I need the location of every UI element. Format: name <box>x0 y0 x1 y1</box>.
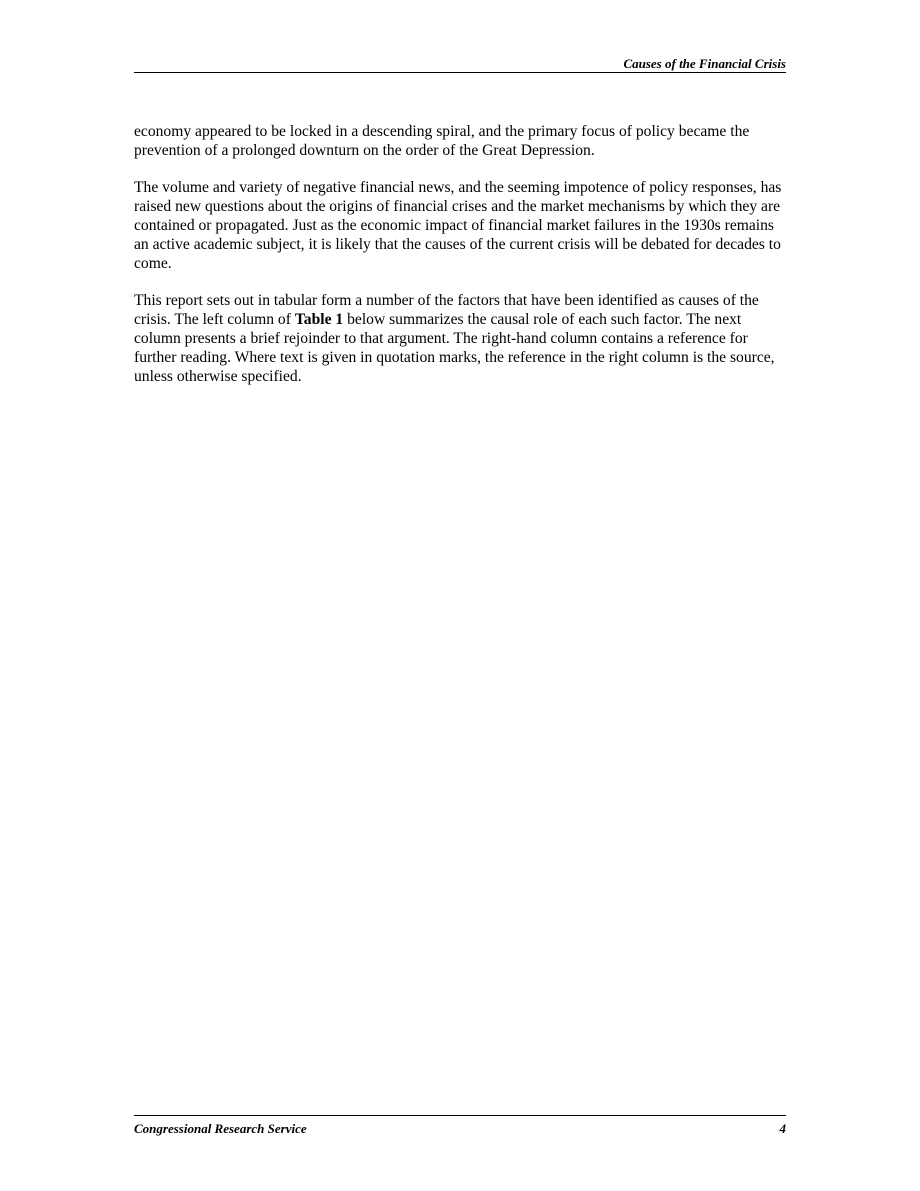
running-footer <box>134 1115 786 1139</box>
page-number: 4 <box>779 1121 786 1136</box>
body-paragraph-1: economy appeared to be locked in a descending spiral, and the primary focus of policy became the prevention of a prolonged downturn on the order of the Great Depression. <box>134 123 750 159</box>
paragraph-3-text-after: below summarizes the causal role of each such factor. The next column presents a brief rejoinder to that argument. The right-hand column contains a reference for further reading. Where text is given in quotation marks, the reference in the right column is the source, unless otherwise specified. <box>134 311 775 385</box>
paragraph-3-text-before: This report sets out in tabular form a number of the factors that have been identified as causes of the crisis. The left column of <box>134 292 759 328</box>
document-body <box>134 122 782 404</box>
running-header-title: Causes of the Financial Crisis <box>623 56 786 71</box>
running-header <box>134 56 786 73</box>
body-paragraph-2: The volume and variety of negative financial news, and the seeming impotence of policy responses, has raised new questions about the origins of financial crises and the market mechanisms by which they are contained or propagated. Just as the economic impact of financial market failures in the 1930s remains an active academic subject, it is likely that the causes of the current crisis will be debated for decades to come. <box>134 179 782 272</box>
body-paragraph-3 <box>134 291 782 386</box>
table-1-reference: Table 1 <box>294 311 344 328</box>
footer-organization: Congressional Research Service <box>134 1121 307 1136</box>
